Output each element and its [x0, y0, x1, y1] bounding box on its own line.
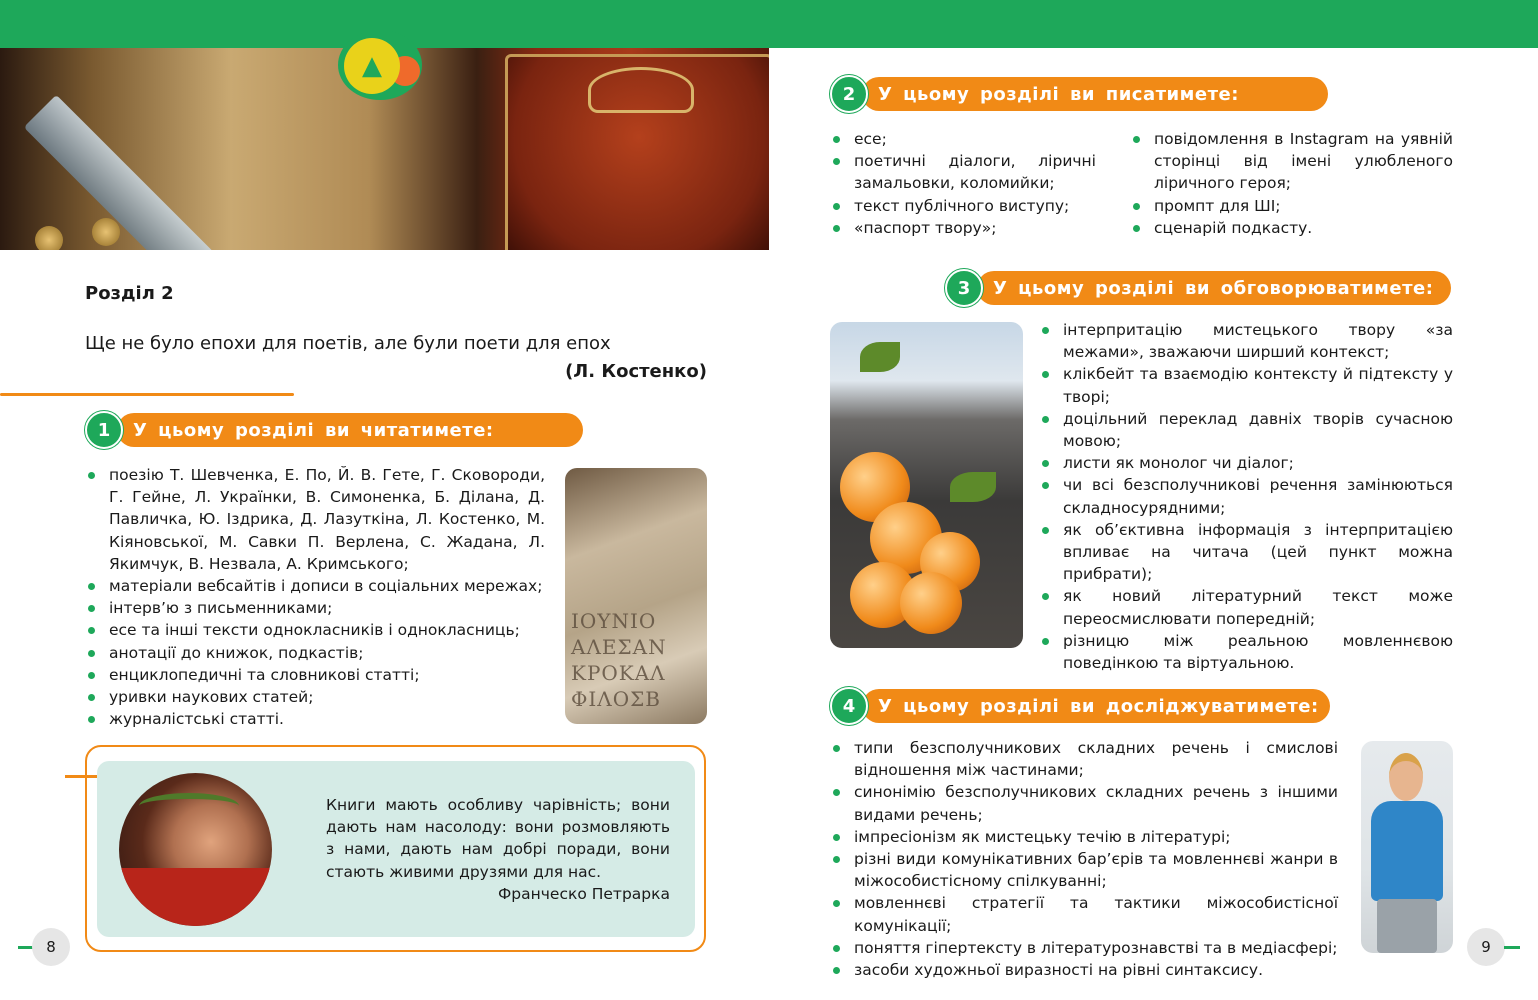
- petrarch-portrait: [119, 773, 272, 926]
- mountain-icon: ▲: [344, 38, 400, 94]
- list-item: синонімію безсполучникових складних речень з іншими видами речень;: [830, 781, 1338, 825]
- list-item: листи як монолог чи діалог;: [1039, 452, 1453, 474]
- list-item: енциклопедичні та словникові статті;: [85, 664, 545, 686]
- section-4-header: [830, 689, 1330, 723]
- section-1-header: [85, 413, 583, 447]
- section-3-list: [1039, 319, 1453, 674]
- boy-with-headphones-photo: [1361, 741, 1453, 953]
- quote-text: Книги мають особливу чарівність; вони дають нам насолоду: вони розмовляють з нами, дають нам добрі поради, вони стають живими друзями для нас.: [326, 796, 670, 881]
- list-item: чи всі безсполучникові речення замінюються складносурядними;: [1039, 474, 1453, 518]
- section-2-header: [830, 77, 1328, 111]
- section-2-list-left: [830, 128, 1096, 239]
- section-3-header: [945, 271, 1451, 305]
- section-number: 4: [830, 687, 868, 725]
- page-number-line: [1504, 946, 1520, 949]
- section-title: У цьому розділі ви обговорюватимете:: [977, 271, 1451, 305]
- divider-line: [0, 393, 294, 396]
- list-item: як об’єктивна інформація з інтерпритацією впливає на читача (цей пункт можна прибрати);: [1039, 519, 1453, 586]
- list-item: мовленнєві стратегії та тактики міжособистісної комунікації;: [830, 892, 1338, 936]
- list-item: інтерпритацію мистецького твору «за межами», зважаючи ширший контекст;: [1039, 319, 1453, 363]
- list-item: текст публічного виступу;: [830, 195, 1096, 217]
- list-item: промпт для ШІ;: [1130, 195, 1453, 217]
- list-item: журналістські статті.: [85, 708, 545, 730]
- section-title: У цьому розділі ви читатимете:: [117, 413, 583, 447]
- list-item: поняття гіпертексту в літературознавстві та в медіасфері;: [830, 937, 1338, 959]
- section-4-list: [830, 737, 1338, 981]
- page-number-left: 8: [32, 928, 70, 966]
- old-book-illustration: [505, 54, 769, 250]
- list-item: есе та інші тексти однокласників і однокласниць;: [85, 619, 545, 641]
- list-item: матеріали вебсайтів і дописи в соціальних мережах;: [85, 575, 545, 597]
- section-number: 1: [85, 411, 123, 449]
- section-title: У цьому розділі ви досліджуватимете:: [862, 689, 1330, 723]
- list-item: повідомлення в Instagram на уявній сторінці від імені улюбленого ліричного героя;: [1130, 128, 1453, 195]
- list-item: доцільний переклад давніх творів сучасною мовою;: [1039, 408, 1453, 452]
- epigraph-text: Ще не було епохи для поетів, але були поети для епох: [85, 333, 611, 354]
- stone-inscription-photo: [565, 468, 707, 724]
- epigraph: [85, 330, 707, 386]
- section-title: У цьому розділі ви писатимете:: [862, 77, 1328, 111]
- list-item: сценарій подкасту.: [1130, 217, 1453, 239]
- list-item: анотації до книжок, подкастів;: [85, 642, 545, 664]
- publisher-logo: [338, 30, 422, 100]
- quote: [326, 794, 670, 905]
- section-number: 3: [945, 269, 983, 307]
- apricot-branch-photo: [830, 322, 1023, 648]
- list-item: клікбейт та взаємодію контексту й підтексту у творі;: [1039, 363, 1453, 407]
- section-2-list-right: [1130, 128, 1453, 239]
- list-item: поезію Т. Шевченка, Е. По, Й. В. Гете, Г. Сковороди, Г. Гейне, Л. Українки, В. Симоненка, Б. Ділана, Д. Павличка, Ю. Іздрика, Д. Лазуткіна, Л. Костенко, М. Кіяновської, М. Савки П. Верлена, С. Жадана, Л. Якимчук, В. Незвала, А. Кримського;: [85, 464, 545, 575]
- list-item: уривки наукових статей;: [85, 686, 545, 708]
- list-item: різницю між реальною мовленнєвою поведінкою та віртуальною.: [1039, 630, 1453, 674]
- list-item: «паспорт твору»;: [830, 217, 1096, 239]
- quote-author: Франческо Петрарка: [497, 884, 670, 903]
- section-1-list: [85, 464, 545, 730]
- sword-illustration: [24, 95, 290, 250]
- list-item: поетичні діалоги, ліричні замальовки, коломийки;: [830, 150, 1096, 194]
- chapter-label: Розділ 2: [85, 283, 174, 304]
- top-green-bar: [0, 0, 1538, 48]
- list-item: есе;: [830, 128, 1096, 150]
- list-item: як новий літературний текст може переосмислювати попередній;: [1039, 585, 1453, 629]
- list-item: імпресіонізм як мистецьку течію в літературі;: [830, 826, 1338, 848]
- stone-inscription-text: ΙΟΥΝΙΟ ΑΛΕΣΑΝ ΚΡΟΚΑΛ ΦΙΛΟΣΒ: [571, 609, 667, 711]
- epigraph-author: (Л. Костенко): [565, 361, 707, 382]
- list-item: типи безсполучникових складних речень і смислові відношення між частинами;: [830, 737, 1338, 781]
- list-item: засоби художньої виразності на рівні синтаксису.: [830, 959, 1338, 981]
- coin-illustration: [35, 226, 63, 250]
- list-item: інтерв’ю з письменниками;: [85, 597, 545, 619]
- list-item: різні види комунікативних бар’єрів та мовленнєві жанри в міжособистісному спілкуванні;: [830, 848, 1338, 892]
- page-number-right: 9: [1467, 928, 1505, 966]
- section-number: 2: [830, 75, 868, 113]
- coin-illustration: [92, 218, 120, 246]
